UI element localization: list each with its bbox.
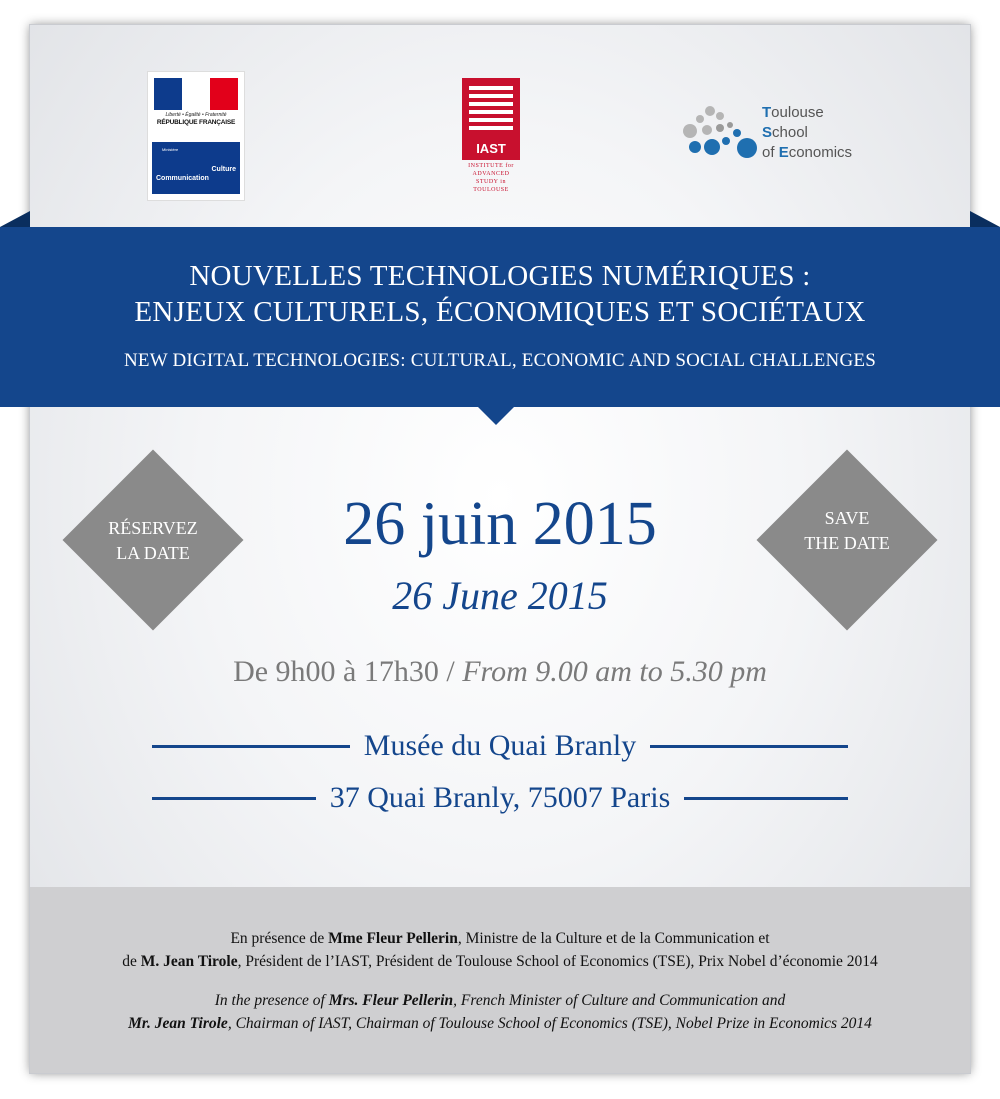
ribbon-fold-left [0, 211, 30, 227]
tse-logo [680, 103, 860, 173]
reserve-date-line1: RÉSERVEZ [108, 518, 198, 538]
venue-address: 37 Quai Branly, 75007 Paris [329, 781, 671, 814]
tse-wordmark: Toulouse School of Economics [762, 104, 853, 161]
iast-emblem-icon [462, 78, 520, 160]
save-date-line1: SAVE [824, 508, 870, 528]
guests-en: In the presence of Mrs. Fleur Pellerin, French Minister of Culture and Communication and Mr. Jean Tirole, Chairman of IAST, Chairman of Toulouse School of Economics (TSE), Nobel Prize in Economics 2014 [128, 992, 872, 1032]
divider [650, 745, 848, 748]
ministry-line1: Culture [211, 166, 236, 173]
republique-francaise-logo [147, 71, 245, 201]
ministry-small: Ministère [162, 147, 179, 152]
logo-row [30, 25, 970, 225]
event-date-fr: 26 juin 2015 [343, 490, 657, 558]
tse-dots-icon [680, 103, 760, 173]
ribbon-fold-right [970, 211, 1000, 227]
event-hours-fr: De 9h00 à 17h30 / [233, 655, 463, 688]
marianne-flag-icon [154, 78, 238, 110]
banner-pointer [478, 407, 514, 425]
venue-row [152, 727, 848, 765]
rf-name: RÉPUBLIQUE FRANÇAISE [156, 119, 236, 126]
ministry-block [152, 142, 240, 194]
rf-motto: Liberté • Égalité • Fraternité [165, 112, 227, 118]
divider [684, 797, 848, 800]
title-fr-line1: NOUVELLES TECHNOLOGIES NUMÉRIQUES : [189, 260, 811, 292]
event-hours-en: From 9.00 am to 5.30 pm [462, 655, 767, 688]
event-date-en: 26 June 2015 [392, 573, 608, 618]
reserve-date-line2: LA DATE [116, 543, 190, 563]
ministry-line2: Communication [156, 175, 209, 182]
iast-logo [462, 78, 520, 198]
event-hours [0, 652, 1000, 692]
guests-fr: En présence de Mme Fleur Pellerin, Ministre de la Culture et de la Communication et de M. Jean Tirole, Président de l’IAST, Président de Toulouse School of Economics (TSE), Prix Nobel d’économie 2014 [122, 930, 878, 970]
title-banner [0, 227, 1000, 407]
iast-subtitle: INSTITUTE for ADVANCED STUDY in TOULOUSE [468, 163, 514, 193]
divider [152, 797, 316, 800]
title-en: NEW DIGITAL TECHNOLOGIES: CULTURAL, ECONOMIC AND SOCIAL CHALLENGES [124, 350, 876, 371]
venue-name: Musée du Quai Branly [363, 729, 637, 762]
divider [152, 745, 350, 748]
save-date-line2: THE DATE [804, 533, 890, 553]
guests-footer [30, 887, 970, 1073]
iast-label: IAST [476, 141, 506, 156]
title-fr-line2: ENJEUX CULTURELS, ÉCONOMIQUES ET SOCIÉTAUX [134, 296, 866, 328]
address-row [152, 779, 848, 817]
